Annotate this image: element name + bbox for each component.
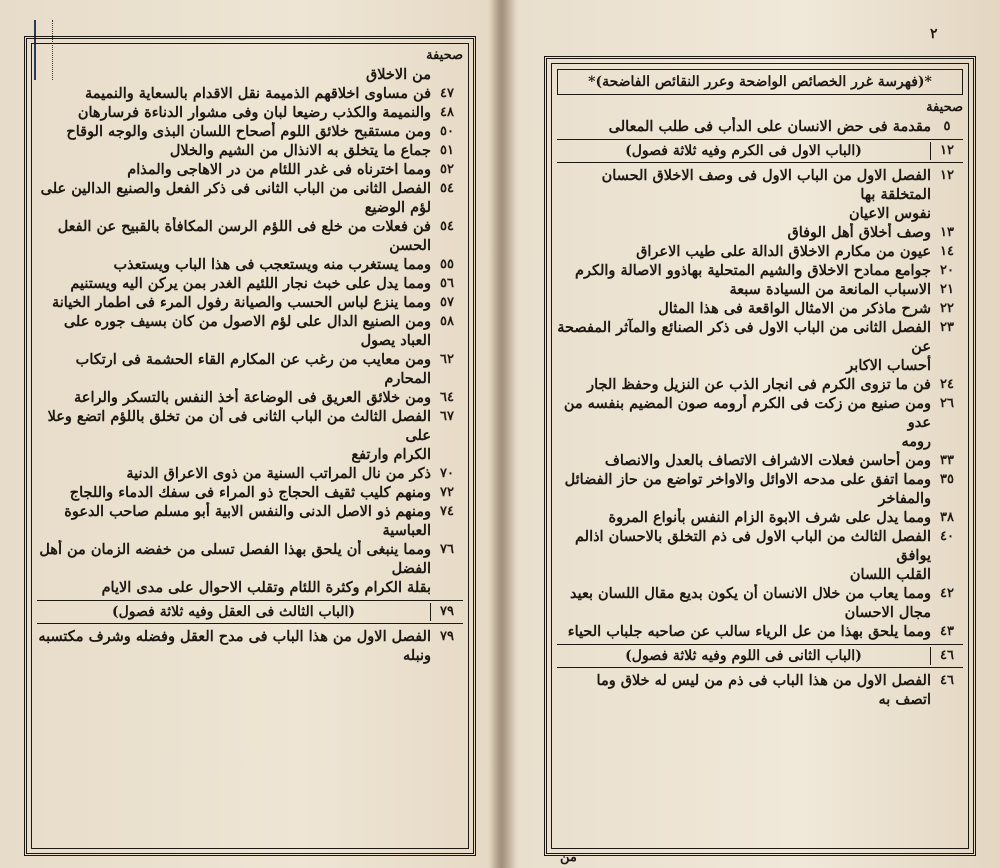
entry-page-number: ٢٤ (940, 377, 954, 392)
entry-title: ومن الصنيع الدال على لؤم الاصول من كان بسيف جوره على (63, 313, 431, 330)
page-number: ٢ (930, 26, 938, 42)
entry-continuation: لؤم الوضيع (364, 199, 431, 216)
entry-page-number: ٥١ (440, 143, 454, 158)
index-entry (37, 274, 463, 293)
index-title: *(فهرسة غرر الخصائص الواضحة وعرر النقائص الفاضحة)* (557, 69, 963, 95)
index-entry (37, 464, 463, 483)
entry-page-number: ٤٧ (440, 86, 454, 101)
entry-page-number: ١٤ (940, 244, 954, 259)
entry-page-number: ٣٨ (940, 510, 954, 525)
left-page-entries (37, 47, 463, 845)
right-column-header: صحيفة (926, 100, 963, 115)
entry-title: ومما يدل على شرف الابوة الزام النفس بأنواع المروة (608, 509, 931, 526)
entry-title: ومما يستغرب منه ويستعجب فى هذا الباب ويستعذب (113, 256, 431, 273)
entry-page-number: ٢٦ (940, 396, 954, 411)
entry-page-number: ٧٠ (440, 466, 454, 481)
index-entry (557, 318, 963, 356)
index-entry (557, 527, 963, 565)
chapter-heading (557, 644, 963, 668)
index-entry (37, 388, 463, 407)
entry-page-number: ٥٢ (440, 162, 454, 177)
entry-title: الفصل الاول من هذا الباب فى ذم من ليس له خلاق وما اتصف به (596, 672, 931, 708)
index-entry (557, 451, 963, 470)
entry-title: الفصل الثانى من الباب الاول فى ذكر الصنائع والمآثر المفصحة عن (557, 319, 931, 355)
entry-title: ومما اخترناه فى غدر اللئام من در الاهاجى والمذام (127, 161, 431, 178)
entry-page-number: ٢٢ (940, 301, 954, 316)
entry-continuation: القلب اللسان (849, 566, 931, 583)
entry-page-number: ٥٦ (440, 276, 454, 291)
entry-page-number: ٣٥ (940, 472, 954, 487)
entry-page-number: ٢٣ (940, 320, 954, 335)
entry-title: وصف أخلاق أهل الوفاق (787, 224, 931, 241)
index-entry (37, 122, 463, 141)
entry-page-number: ٤٠ (940, 529, 954, 544)
entry-page-number: ٥ (943, 119, 951, 134)
entry-title: ومما يعاب من خلال الانسان أن يكون بديع مقال اللسان بعيد (569, 585, 931, 602)
entry-title: مقدمة فى حض الانسان على الدأب فى طلب المعالى (608, 118, 931, 135)
entry-continuation: مجال الاحسان (844, 604, 931, 621)
index-entry (37, 84, 463, 103)
index-entry (557, 280, 963, 299)
entry-title: فن فعلات من خلع فى اللؤم الرسن المكافأة بالقبيح عن الفعل الحسن (57, 218, 431, 254)
index-entry (37, 540, 463, 578)
right-page (500, 0, 1000, 868)
entry-page-number: ٥٨ (440, 314, 454, 329)
entry-title: ومن أحاسن فعلات الاشراف الاتصاف بالعدل والانصاف (604, 452, 931, 469)
index-entry (37, 312, 463, 331)
entry-title: جوامع ممادح الاخلاق والشيم المتحلية بهاذوو الاصالة والكرم (574, 262, 931, 279)
entry-title: ومن خلائق العريق فى الوضاعة أخذ النفس بالتسكر والراعة (74, 389, 431, 406)
entry-page-number: ٢١ (940, 282, 954, 297)
index-entry (37, 160, 463, 179)
entry-title: فن ما تزوى الكرم فى انجار الذب عن النزيل وحفظ الجار (587, 376, 931, 393)
right-page-frame (544, 56, 976, 856)
entry-page-number: ٦٧ (440, 409, 454, 424)
index-entry (557, 375, 963, 394)
index-entry (37, 103, 463, 122)
entry-title: ومما ينبغى أن يلحق بهذا الفصل تسلى من خفضه الزمان من أهل الفضل (39, 541, 431, 577)
chapter-title: (الباب الثانى فى اللوم وفيه ثلاثة فصول) (625, 648, 862, 664)
index-entry (557, 166, 963, 204)
entry-title: الفصل الاول من هذا الباب فى مدح العقل وفضله وشرف مكتسبه ونبله (38, 628, 431, 664)
left-column-header: صحيفة (426, 48, 463, 63)
index-entry (557, 299, 963, 318)
catchword: من (560, 850, 577, 865)
entry-title: عيون من مكارم الاخلاق الدالة على طيب الاعراق (636, 243, 931, 260)
entry-page-number: ٤٨ (440, 105, 454, 120)
entry-page-number: ٧٢ (440, 485, 454, 500)
index-entry (37, 502, 463, 521)
entry-title: فن مساوى اخلاقهم الذميمة نقل الاقدام بالسعاية والنميمة (84, 85, 431, 102)
chapter-page-number: ٧٩ (430, 603, 463, 621)
entry-page-number: ٥٥ (440, 257, 454, 272)
entry-continuation: العباد يصول (360, 332, 431, 349)
entry-page-number: ٥٤ (440, 219, 454, 234)
index-entry (37, 627, 463, 665)
index-entry (557, 261, 963, 280)
entry-title: ومما يلحق بهذا من عل الرياء سالب عن صاحبه جلباب الحياء (567, 623, 931, 640)
entry-page-number: ٥٧ (440, 295, 454, 310)
entry-title: الفصل الثالث من الباب الاول فى ذم التخلق بالاحسان اذالم يوافق (575, 528, 931, 564)
entry-page-number: ٤٢ (940, 586, 954, 601)
entry-title: الاسباب المانعة من السيادة سبعة (729, 281, 931, 298)
entry-page-number: ٦٤ (440, 390, 454, 405)
entry-page-number: ٧٦ (440, 542, 454, 557)
entry-page-number: ٤٦ (940, 673, 954, 688)
chapter-page-number: ٤٦ (930, 647, 963, 665)
index-entry (557, 622, 963, 641)
index-entry (37, 217, 463, 255)
entry-page-number: ٧٤ (440, 504, 454, 519)
entry-continuation: أحساب الاكابر (846, 357, 931, 374)
entry-page-number: ٧٩ (440, 629, 454, 644)
index-entry (37, 483, 463, 502)
entry-title: الفصل الاول من الباب الاول فى وصف الاخلاق الحسان المتخلقة بها (601, 167, 931, 203)
index-entry (557, 223, 963, 242)
entry-continuation: من الاخلاق (365, 66, 431, 83)
entry-page-number: ٢٠ (940, 263, 954, 278)
entry-continuation: والمفاخر (878, 490, 931, 507)
entry-title: ذكر من نال المراتب السنية من ذوى الاعراق الدنية (126, 465, 431, 482)
entry-page-number: ٦٢ (440, 352, 454, 367)
right-page-entries (557, 67, 963, 845)
entry-page-number: ٥٠ (440, 124, 454, 139)
entry-title: ومن معايب من رغب عن المكارم القاء الحشمة فى ارتكاب المحارم (75, 351, 431, 387)
entry-title: ومما ينزع لباس الحسب والصيانة رفول المرء فى اطمار الخيانة (52, 294, 431, 311)
entry-title: ومن مستقبح خلائق اللوم أصحاح اللسان البذى والوجه الوقاح (66, 123, 431, 140)
entry-continuation: نفوس الاعيان (848, 205, 931, 222)
chapter-title: (الباب الاول فى الكرم وفيه ثلاثة فصول) (625, 143, 862, 159)
entry-title: ومما يدل على خبث نجار اللئيم الغدر بمن يركن اليه ويستنيم (70, 275, 431, 292)
entry-page-number: ٥٤ (440, 181, 454, 196)
index-entry (557, 671, 963, 709)
chapter-page-number: ١٢ (930, 142, 963, 160)
entry-continuation: العباسية (382, 522, 431, 539)
entry-title: ومنهم ذو الاصل الدنى والنفس الابية أبو مسلم صاحب الدعوة (64, 503, 431, 520)
index-entry (557, 470, 963, 489)
index-entry (557, 117, 963, 136)
index-entry (557, 394, 963, 432)
entry-title: جماع ما يتخلق به الانذال من الشيم والخلال (169, 142, 431, 159)
chapter-heading (557, 139, 963, 163)
chapter-heading (37, 600, 463, 624)
index-entry (557, 242, 963, 261)
entry-title: ومما اتفق على مدحه الاوائل والاواخر تواضع من حاز الفضائل (564, 471, 931, 488)
entry-title: شرح ماذكر من الامثال الواقعة فى هذا المثال (658, 300, 931, 317)
index-entry (37, 179, 463, 198)
entry-page-number: ٣٣ (940, 453, 954, 468)
index-entry (557, 584, 963, 603)
entry-page-number: ٤٣ (940, 624, 954, 639)
entry-page-number: ١٣ (940, 225, 954, 240)
entry-continuation: بقلة الكرام وكثرة اللئام وتقلب الاحوال على مدى الايام (101, 579, 431, 596)
entry-title: الفصل الثالث من الباب الثانى فى أن من تخلق باللؤم اتضع وعلا على (47, 408, 431, 444)
index-entry (557, 508, 963, 527)
entry-title: الفصل الثانى من الباب الثانى فى ذكر الفعل والصنيع الدالين على (40, 180, 431, 197)
index-entry (37, 255, 463, 274)
index-entry (37, 350, 463, 388)
entry-continuation: رومه (901, 433, 931, 450)
entry-title: ومنهم كليب ثقيف الحجاج ذو المراء فى سفك الدماء واللجاج (69, 484, 431, 501)
entry-title: ومن صنيع من زكت فى الكرم أرومه صون المضيم بنفسه من عدو (563, 395, 931, 431)
entry-continuation: الكرام وارتفع (351, 446, 431, 463)
entry-page-number: ١٢ (940, 168, 954, 183)
entry-title: والنميمة والكذب رضيعا لبان وفى مشوار الدناءة فرسارهان (77, 104, 431, 121)
index-entry (37, 141, 463, 160)
chapter-title: (الباب الثالث فى العقل وفيه ثلاثة فصول) (111, 604, 355, 620)
index-entry (37, 407, 463, 445)
left-page-frame (24, 36, 476, 856)
index-entry (37, 293, 463, 312)
